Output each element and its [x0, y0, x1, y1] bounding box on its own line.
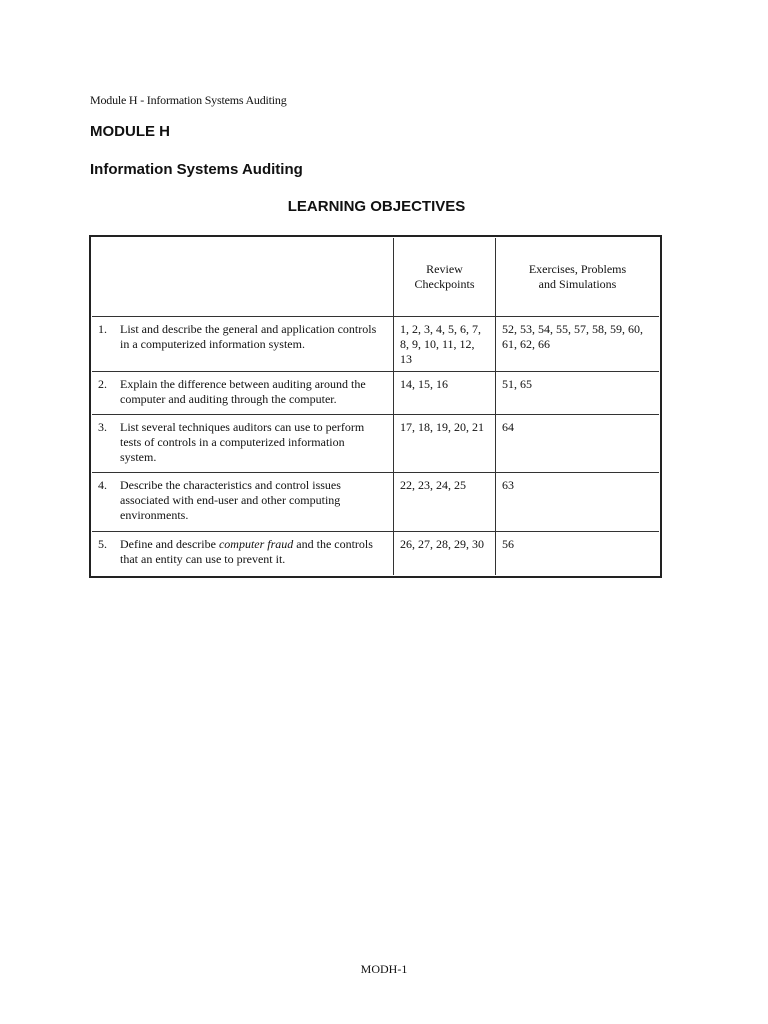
- objective-text: [120, 537, 383, 567]
- objective-text-part: Explain the difference between auditing around the computer and auditing through the computer.: [120, 376, 366, 406]
- learning-objectives-heading: LEARNING OBJECTIVES: [287, 198, 466, 215]
- objective-cell: [92, 532, 394, 575]
- exercises-cell: 64: [496, 415, 659, 473]
- header-review-checkpoints: [394, 238, 496, 317]
- header-objective: [92, 238, 394, 317]
- header-review-line1: Review: [426, 262, 463, 277]
- header-exercises-line2: and Simulations: [538, 277, 617, 292]
- objective-number: 4.: [98, 478, 107, 493]
- objective-text-part: List several techniques auditors can use to perform tests of controls in a computerized information system.: [120, 419, 365, 464]
- running-head: Module H - Information Systems Auditing: [90, 93, 287, 107]
- objective-text-part: List and describe the general and application controls in a computerized information system.: [120, 322, 377, 352]
- objective-number: 2.: [98, 376, 107, 391]
- table-row: [92, 473, 659, 531]
- objective-number: 3.: [98, 419, 107, 434]
- review-checkpoints-cell: 26, 27, 28, 29, 30: [394, 532, 496, 575]
- objective-cell: [92, 473, 394, 531]
- objective-cell: [92, 415, 394, 473]
- table-row: [92, 415, 659, 473]
- table-row: [92, 317, 659, 371]
- header-exercises: [496, 238, 659, 317]
- exercises-cell: 52, 53, 54, 55, 57, 58, 59, 60, 61, 62, 66: [496, 317, 659, 371]
- table-row: [92, 532, 659, 575]
- table-row: [92, 372, 659, 415]
- objective-text-part: and the controls that an entity can use to prevent it.: [120, 536, 373, 566]
- objective-text-part: Define and describe: [120, 536, 219, 551]
- objective-text-italic: computer fraud: [218, 536, 294, 551]
- objective-text: [120, 377, 383, 407]
- header-review-line2: Checkpoints: [414, 277, 475, 292]
- objective-cell: [92, 317, 394, 371]
- module-title: MODULE H: [90, 123, 170, 140]
- module-subtitle: Information Systems Auditing: [90, 161, 303, 178]
- objective-text-part: Describe the characteristics and control issues associated with end-user and other computing environments.: [120, 478, 341, 523]
- exercises-cell: 51, 65: [496, 372, 659, 415]
- review-checkpoints-cell: 22, 23, 24, 25: [394, 473, 496, 531]
- review-checkpoints-cell: 17, 18, 19, 20, 21: [394, 415, 496, 473]
- review-checkpoints-cell: 14, 15, 16: [394, 372, 496, 415]
- objective-text: [120, 420, 383, 465]
- objective-cell: [92, 372, 394, 415]
- review-checkpoints-cell: 1, 2, 3, 4, 5, 6, 7, 8, 9, 10, 11, 12, 13: [394, 317, 496, 371]
- objective-number: 1.: [98, 322, 107, 337]
- objective-text: [120, 322, 383, 352]
- objectives-grid: [92, 238, 659, 575]
- table-header-row: [92, 238, 659, 317]
- exercises-cell: 63: [496, 473, 659, 531]
- objective-number: 5.: [98, 536, 107, 551]
- objective-text: [120, 478, 383, 523]
- exercises-cell: 56: [502, 536, 514, 551]
- header-exercises-line1: Exercises, Problems: [528, 262, 627, 277]
- learning-objectives-table: [89, 235, 662, 578]
- page-number: MODH-1: [360, 962, 408, 976]
